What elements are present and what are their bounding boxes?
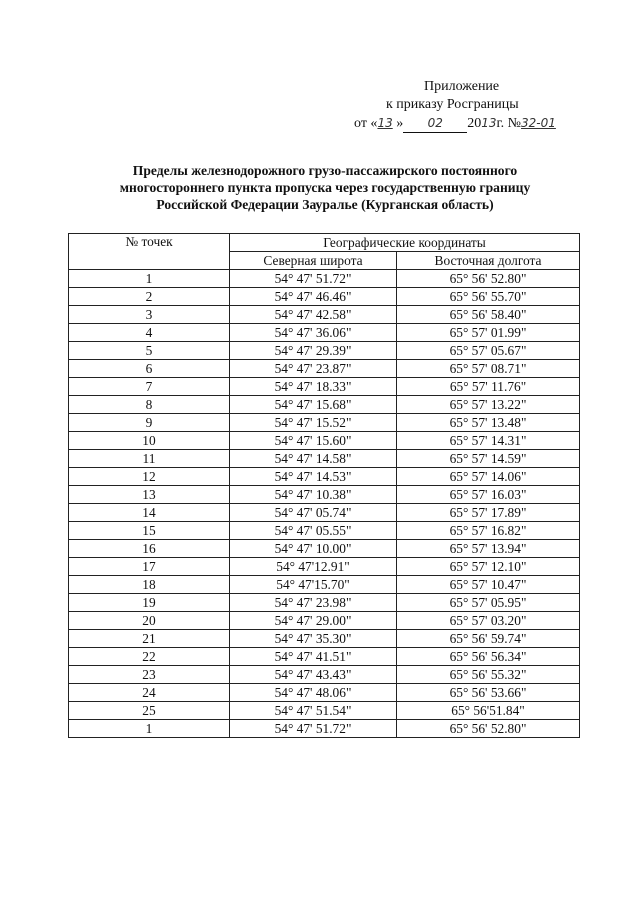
latitude-cell: 54° 47' 29.00" bbox=[230, 612, 397, 630]
longitude-cell: 65° 57' 14.59" bbox=[397, 450, 580, 468]
point-number-cell: 12 bbox=[69, 468, 230, 486]
longitude-cell: 65° 57' 14.31" bbox=[397, 432, 580, 450]
appendix-order-reference: к приказу Росграницы bbox=[386, 97, 519, 112]
latitude-cell: 54° 47' 42.58" bbox=[230, 306, 397, 324]
table-row bbox=[69, 396, 580, 414]
longitude-cell: 65° 57' 16.82" bbox=[397, 522, 580, 540]
longitude-cell: 65° 57' 05.67" bbox=[397, 342, 580, 360]
table-header-row bbox=[69, 234, 580, 252]
table-row bbox=[69, 558, 580, 576]
table-row bbox=[69, 342, 580, 360]
date-prefix: от « bbox=[354, 116, 378, 131]
longitude-cell: 65° 56'51.84" bbox=[397, 702, 580, 720]
table-row bbox=[69, 378, 580, 396]
latitude-cell: 54° 47' 14.58" bbox=[230, 450, 397, 468]
longitude-cell: 65° 57' 13.94" bbox=[397, 540, 580, 558]
latitude-cell: 54° 47' 35.30" bbox=[230, 630, 397, 648]
latitude-cell: 54° 47' 18.33" bbox=[230, 378, 397, 396]
latitude-cell: 54° 47' 48.06" bbox=[230, 684, 397, 702]
point-number-cell: 22 bbox=[69, 648, 230, 666]
point-number-cell: 2 bbox=[69, 288, 230, 306]
longitude-cell: 65° 57' 03.20" bbox=[397, 612, 580, 630]
table-row bbox=[69, 522, 580, 540]
longitude-cell: 65° 57' 08.71" bbox=[397, 360, 580, 378]
order-number-label: г. № bbox=[496, 116, 522, 131]
latitude-cell: 54° 47' 46.46" bbox=[230, 288, 397, 306]
longitude-cell: 65° 57' 13.48" bbox=[397, 414, 580, 432]
table-row bbox=[69, 432, 580, 450]
longitude-cell: 65° 57' 12.10" bbox=[397, 558, 580, 576]
table-row bbox=[69, 702, 580, 720]
table-row bbox=[69, 324, 580, 342]
latitude-cell: 54° 47' 51.72" bbox=[230, 720, 397, 738]
document-title bbox=[70, 162, 580, 213]
latitude-cell: 54° 47' 43.43" bbox=[230, 666, 397, 684]
point-number-cell: 15 bbox=[69, 522, 230, 540]
table-row bbox=[69, 504, 580, 522]
longitude-cell: 65° 57' 13.22" bbox=[397, 396, 580, 414]
table-row bbox=[69, 468, 580, 486]
latitude-cell: 54° 47' 15.52" bbox=[230, 414, 397, 432]
point-number-cell: 24 bbox=[69, 684, 230, 702]
handwritten-year: 13 bbox=[481, 116, 497, 130]
year-prefix: 20 bbox=[467, 116, 482, 131]
point-number-cell: 1 bbox=[69, 270, 230, 288]
point-number-cell: 14 bbox=[69, 504, 230, 522]
longitude-cell: 65° 57' 17.89" bbox=[397, 504, 580, 522]
longitude-cell: 65° 56' 55.32" bbox=[397, 666, 580, 684]
point-number-cell: 21 bbox=[69, 630, 230, 648]
point-number-cell: 23 bbox=[69, 666, 230, 684]
longitude-cell: 65° 56' 52.80" bbox=[397, 270, 580, 288]
point-number-cell: 6 bbox=[69, 360, 230, 378]
table-row bbox=[69, 576, 580, 594]
latitude-cell: 54° 47' 05.55" bbox=[230, 522, 397, 540]
latitude-cell: 54° 47' 10.00" bbox=[230, 540, 397, 558]
longitude-cell: 65° 57' 16.03" bbox=[397, 486, 580, 504]
header-geo-coordinates: Географические координаты bbox=[230, 234, 580, 252]
latitude-cell: 54° 47' 14.53" bbox=[230, 468, 397, 486]
longitude-cell: 65° 56' 53.66" bbox=[397, 684, 580, 702]
point-number-cell: 16 bbox=[69, 540, 230, 558]
longitude-cell: 65° 57' 05.95" bbox=[397, 594, 580, 612]
longitude-cell: 65° 57' 14.06" bbox=[397, 468, 580, 486]
point-number-cell: 4 bbox=[69, 324, 230, 342]
appendix-label: Приложение bbox=[424, 79, 500, 94]
header-point-number: № точек bbox=[69, 234, 230, 270]
title-line-2: многостороннего пункта пропуска через государственную границу bbox=[119, 180, 531, 195]
header-longitude: Восточная долгота bbox=[397, 252, 580, 270]
latitude-cell: 54° 47' 10.38" bbox=[230, 486, 397, 504]
handwritten-month: 02 bbox=[403, 114, 467, 133]
point-number-cell: 10 bbox=[69, 432, 230, 450]
latitude-cell: 54° 47'12.91" bbox=[230, 558, 397, 576]
table-row bbox=[69, 540, 580, 558]
table-row bbox=[69, 306, 580, 324]
table-row bbox=[69, 594, 580, 612]
table-row bbox=[69, 612, 580, 630]
longitude-cell: 65° 57' 01.99" bbox=[397, 324, 580, 342]
latitude-cell: 54° 47' 23.98" bbox=[230, 594, 397, 612]
latitude-cell: 54° 47' 15.60" bbox=[230, 432, 397, 450]
table-row bbox=[69, 486, 580, 504]
table-row bbox=[69, 630, 580, 648]
point-number-cell: 13 bbox=[69, 486, 230, 504]
date-day-close: » bbox=[396, 116, 404, 131]
header-latitude: Северная широта bbox=[230, 252, 397, 270]
latitude-cell: 54° 47' 51.72" bbox=[230, 270, 397, 288]
table-row bbox=[69, 414, 580, 432]
longitude-cell: 65° 56' 56.34" bbox=[397, 648, 580, 666]
table-row bbox=[69, 684, 580, 702]
latitude-cell: 54° 47' 15.68" bbox=[230, 396, 397, 414]
point-number-cell: 20 bbox=[69, 612, 230, 630]
appendix-date-line bbox=[340, 114, 600, 133]
point-number-cell: 9 bbox=[69, 414, 230, 432]
latitude-cell: 54° 47' 36.06" bbox=[230, 324, 397, 342]
table-row bbox=[69, 648, 580, 666]
longitude-cell: 65° 57' 10.47" bbox=[397, 576, 580, 594]
table-row bbox=[69, 666, 580, 684]
table-row bbox=[69, 450, 580, 468]
handwritten-day: 13 bbox=[377, 116, 393, 130]
latitude-cell: 54° 47' 29.39" bbox=[230, 342, 397, 360]
point-number-cell: 7 bbox=[69, 378, 230, 396]
latitude-cell: 54° 47'15.70" bbox=[230, 576, 397, 594]
point-number-cell: 11 bbox=[69, 450, 230, 468]
latitude-cell: 54° 47' 05.74" bbox=[230, 504, 397, 522]
coordinates-table bbox=[68, 233, 580, 738]
title-line-1: Пределы железнодорожного грузо-пассажирского постоянного bbox=[132, 163, 518, 178]
latitude-cell: 54° 47' 41.51" bbox=[230, 648, 397, 666]
table-row bbox=[69, 288, 580, 306]
longitude-cell: 65° 56' 55.70" bbox=[397, 288, 580, 306]
longitude-cell: 65° 57' 11.76" bbox=[397, 378, 580, 396]
longitude-cell: 65° 56' 52.80" bbox=[397, 720, 580, 738]
latitude-cell: 54° 47' 23.87" bbox=[230, 360, 397, 378]
point-number-cell: 1 bbox=[69, 720, 230, 738]
title-line-3: Российской Федерации Зауралье (Курганская область) bbox=[156, 197, 494, 212]
point-number-cell: 5 bbox=[69, 342, 230, 360]
table-row bbox=[69, 270, 580, 288]
table-row bbox=[69, 720, 580, 738]
point-number-cell: 3 bbox=[69, 306, 230, 324]
longitude-cell: 65° 56' 59.74" bbox=[397, 630, 580, 648]
point-number-cell: 17 bbox=[69, 558, 230, 576]
point-number-cell: 18 bbox=[69, 576, 230, 594]
point-number-cell: 8 bbox=[69, 396, 230, 414]
point-number-cell: 25 bbox=[69, 702, 230, 720]
point-number-cell: 19 bbox=[69, 594, 230, 612]
table-row bbox=[69, 360, 580, 378]
latitude-cell: 54° 47' 51.54" bbox=[230, 702, 397, 720]
appendix-header bbox=[340, 78, 600, 133]
longitude-cell: 65° 56' 58.40" bbox=[397, 306, 580, 324]
handwritten-order-number: 32-01 bbox=[521, 116, 556, 130]
